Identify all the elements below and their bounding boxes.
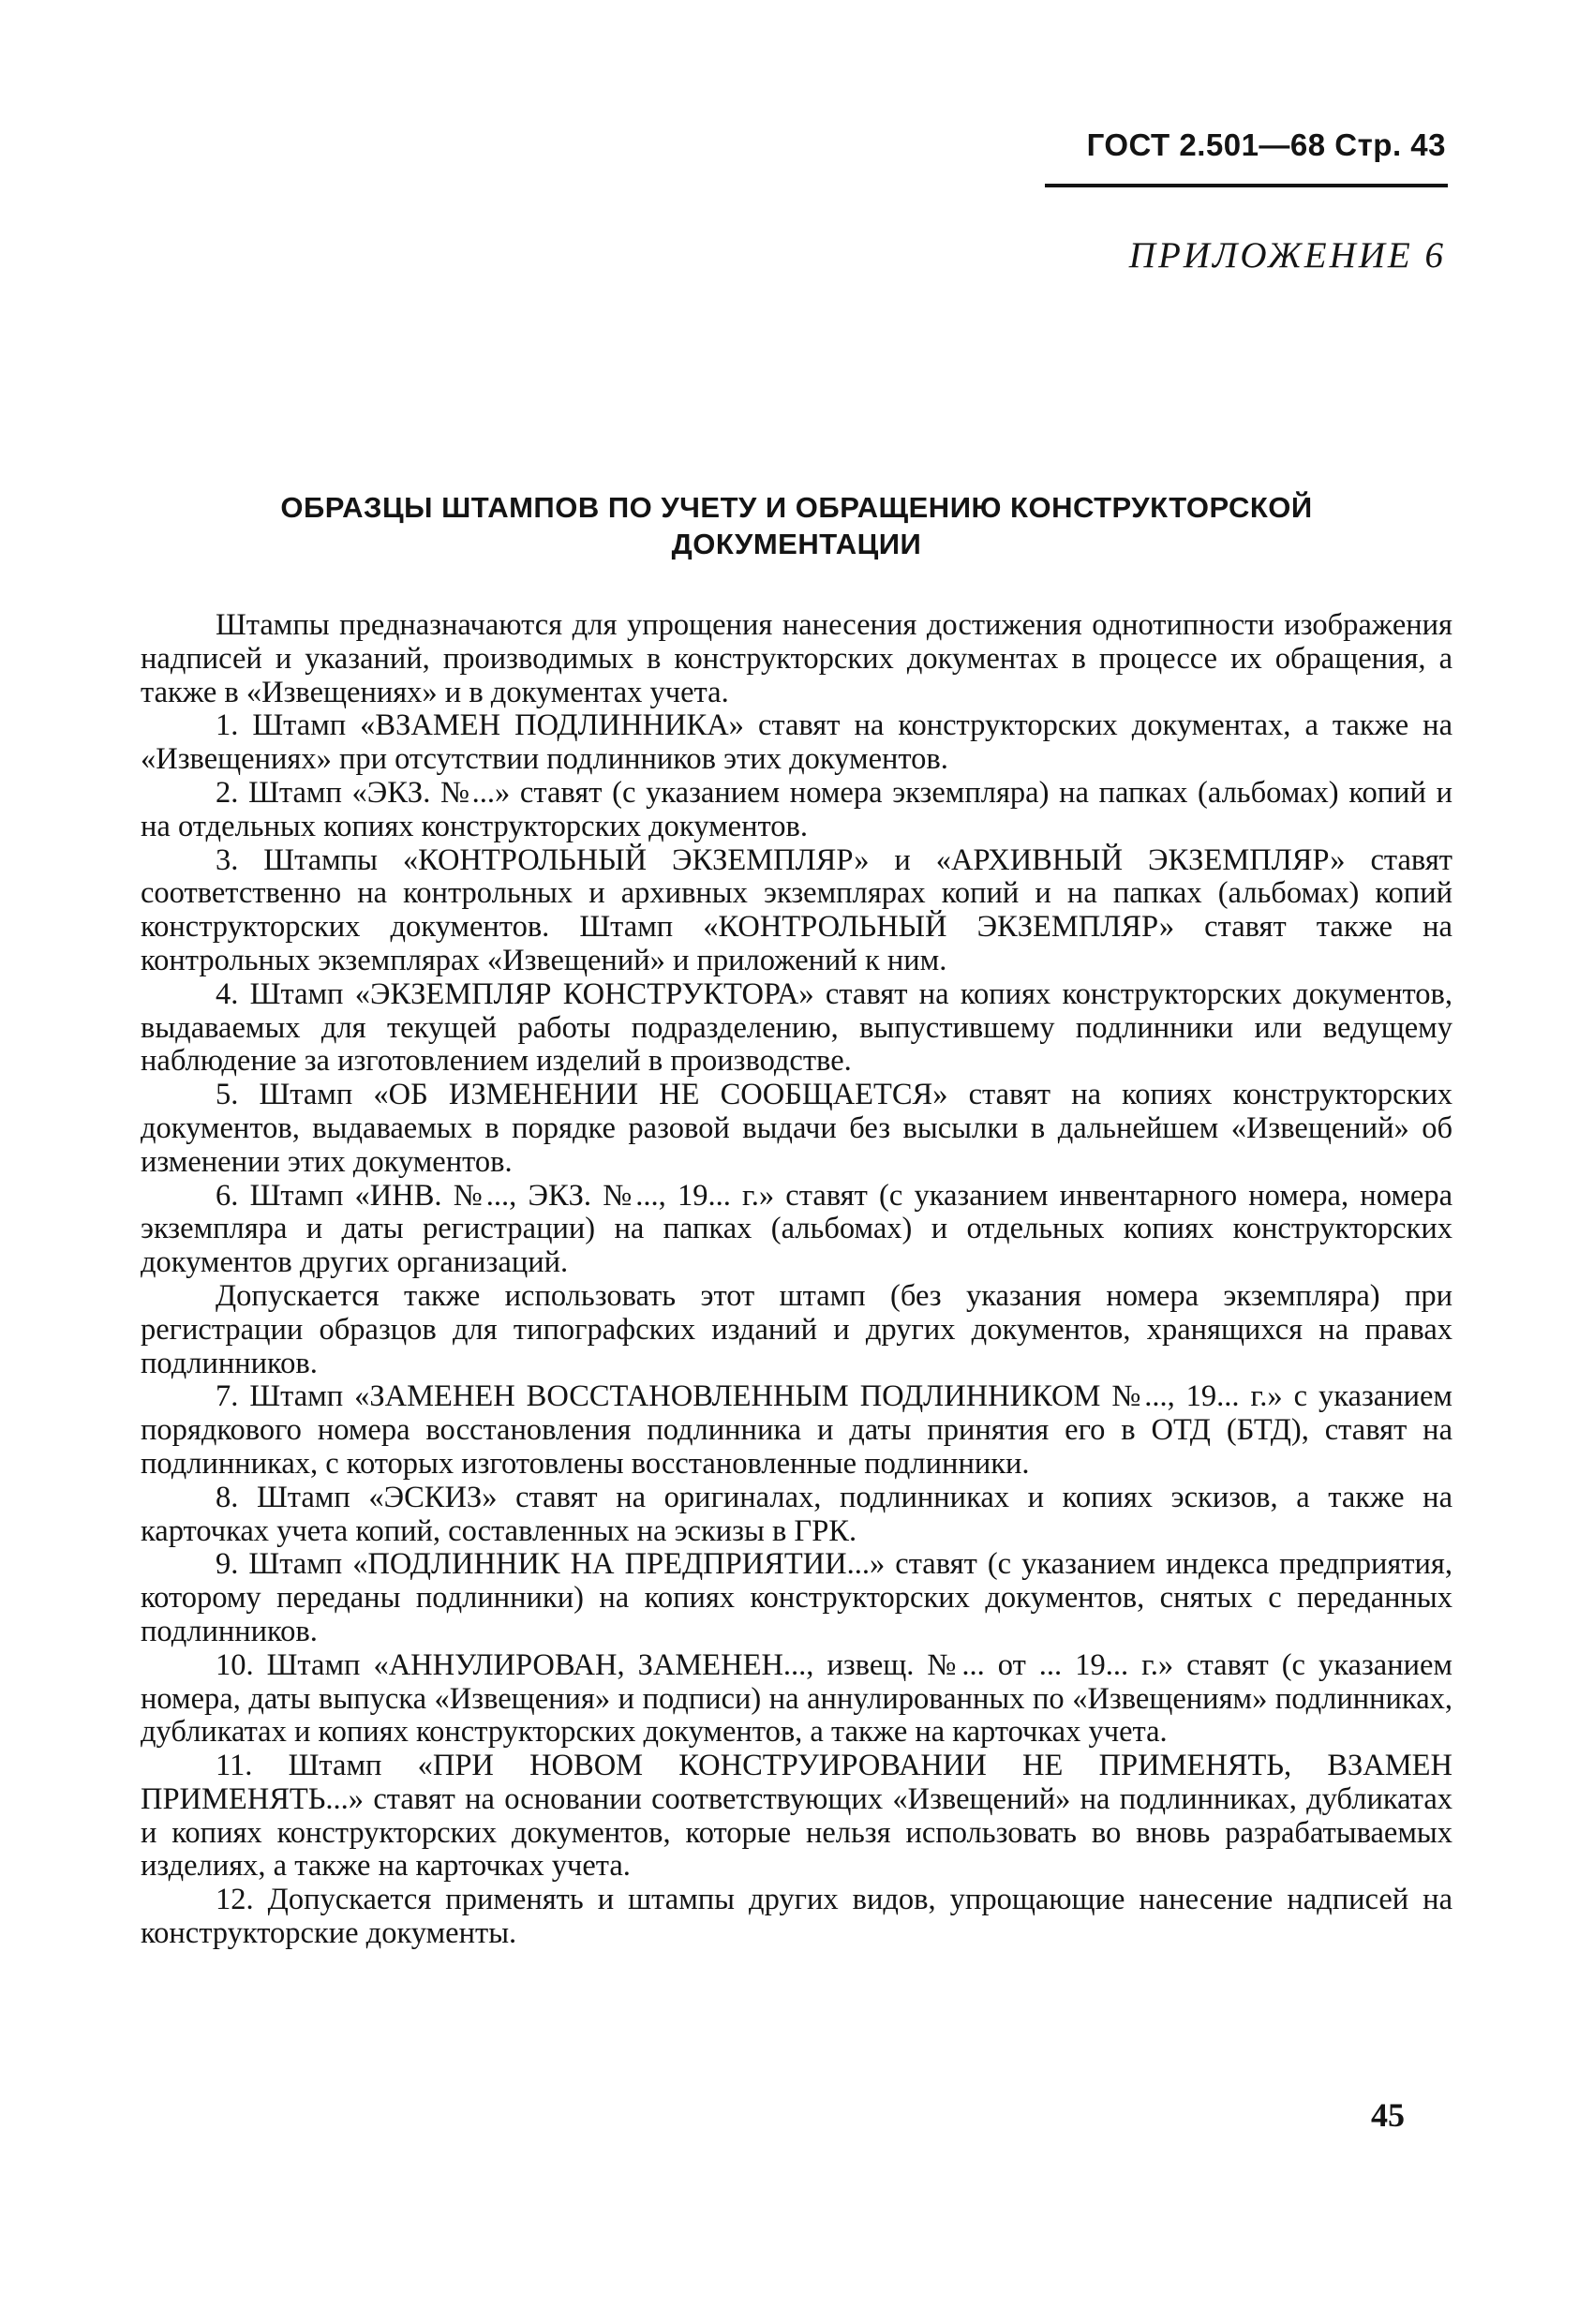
paragraph-item-6-note: Допускается также использовать этот штамп (без указания номера экземпляра) при регистрации образцов для типографских изданий и других документов, хранящихся на правах подлинников. [141, 1278, 1452, 1380]
paragraph-item-4: 4. Штамп «ЭКЗЕМПЛЯР КОНСТРУКТОРА» ставят на копиях конструкторских документов, выдаваемых для текущей работы подразделению, выпустившему подлинники или ведущему наблюдение за изготовлением изделий в производстве. [141, 976, 1452, 1079]
document-body [141, 609, 1452, 1951]
paragraph-intro: Штампы предназначаются для упрощения нанесения достижения однотипности изображения надписей и указаний, производимых в конструкторских документах в процессе их обращения, а также в «Извещениях» и в документах учета. [141, 608, 1452, 709]
appendix-label: ПРИЛОЖЕНИЕ 6 [1128, 235, 1446, 276]
standard-reference: ГОСТ 2.501—68 Стр. 43 [1086, 127, 1446, 162]
paragraph-item-10: 10. Штамп «АННУЛИРОВАН, ЗАМЕНЕН..., извещ. №... от ... 19... г.» ставят (с указанием номера, даты выпуска «Извещения» и подписи) на аннулированных по «Извещениям» подлинниках, дубликатах и копиях конструкторских документов, а также на карточках учета. [141, 1647, 1452, 1750]
paragraph-item-8: 8. Штамп «ЭСКИЗ» ставят на оригиналах, подлинниках и копиях эскизов, а также на карточках учета копий, составленных на эскизы в ГРК. [141, 1480, 1452, 1548]
paragraph-item-12: 12. Допускается применять и штампы других видов, упрощающие нанесение надписей на конструкторские документы. [141, 1883, 1452, 1951]
paragraph-item-7: 7. Штамп «ЗАМЕНЕН ВОССТАНОВЛЕННЫМ ПОДЛИННИКОМ №..., 19... г.» с указанием порядкового номера восстановления подлинника и даты принятия его в ОТД (БТД), ставят на подлинниках, с которых изготовлены восстановленные подлинники. [141, 1379, 1452, 1481]
document-title [141, 489, 1452, 562]
document-title-line-1: ОБРАЗЦЫ ШТАМПОВ ПО УЧЕТУ И ОБРАЩЕНИЮ КОНСТРУКТОРСКОЙ [280, 491, 1313, 524]
paragraph-item-1: 1. Штамп «ВЗАМЕН ПОДЛИННИКА» ставят на конструкторских документах, а также на «Извещениях» при отсутствии подлинников этих документов. [141, 708, 1452, 777]
paragraph-item-5: 5. Штамп «ОБ ИЗМЕНЕНИИ НЕ СООБЩАЕТСЯ» ставят на копиях конструкторских документов, выдаваемых в порядке разовой выдачи без высылки в дальнейшем «Извещений» об изменении этих документов. [141, 1078, 1452, 1179]
page-number: 45 [1371, 2096, 1405, 2134]
document-title-line-2: ДОКУМЕНТАЦИИ [671, 528, 922, 560]
header-rule [1045, 184, 1448, 187]
paragraph-item-2: 2. Штамп «ЭКЗ. №...» ставят (с указанием номера экземпляра) на папках (альбомах) копий и на отдельных копиях конструкторских документов. [141, 775, 1452, 843]
paragraph-item-3: 3. Штампы «КОНТРОЛЬНЫЙ ЭКЗЕМПЛЯР» и «АРХИВНЫЙ ЭКЗЕМПЛЯР» ставят соответственно на контрольных и архивных экземплярах копий и на папках (альбомах) копий конструкторских документов. Штамп «КОНТРОЛЬНЫЙ ЭКЗЕМПЛЯР» ставят также на контрольных экземплярах «Извещений» и приложений к ним. [141, 842, 1452, 977]
paragraph-item-11: 11. Штамп «ПРИ НОВОМ КОНСТРУИРОВАНИИ НЕ ПРИМЕНЯТЬ, ВЗАМЕН ПРИМЕНЯТЬ...» ставят на основании соответствующих «Извещений» на подлинниках, дубликатах и копиях конструкторских документов, которые нельзя использовать во вновь разрабатываемых изделиях, а также на карточках учета. [141, 1749, 1452, 1884]
paragraph-item-9: 9. Штамп «ПОДЛИННИК НА ПРЕДПРИЯТИИ...» ставят (с указанием индекса предприятия, которому переданы подлинники) на копиях конструкторских документов, снятых с переданных подлинников. [141, 1547, 1452, 1648]
page-header [1087, 127, 1446, 163]
paragraph-item-6: 6. Штамп «ИНВ. №..., ЭКЗ. №..., 19... г.» ставят (с указанием инвентарного номера, номера экземпляра и даты регистрации) на папках (альбомах) и отдельных копиях конструкторских документов других организаций. [141, 1178, 1452, 1280]
